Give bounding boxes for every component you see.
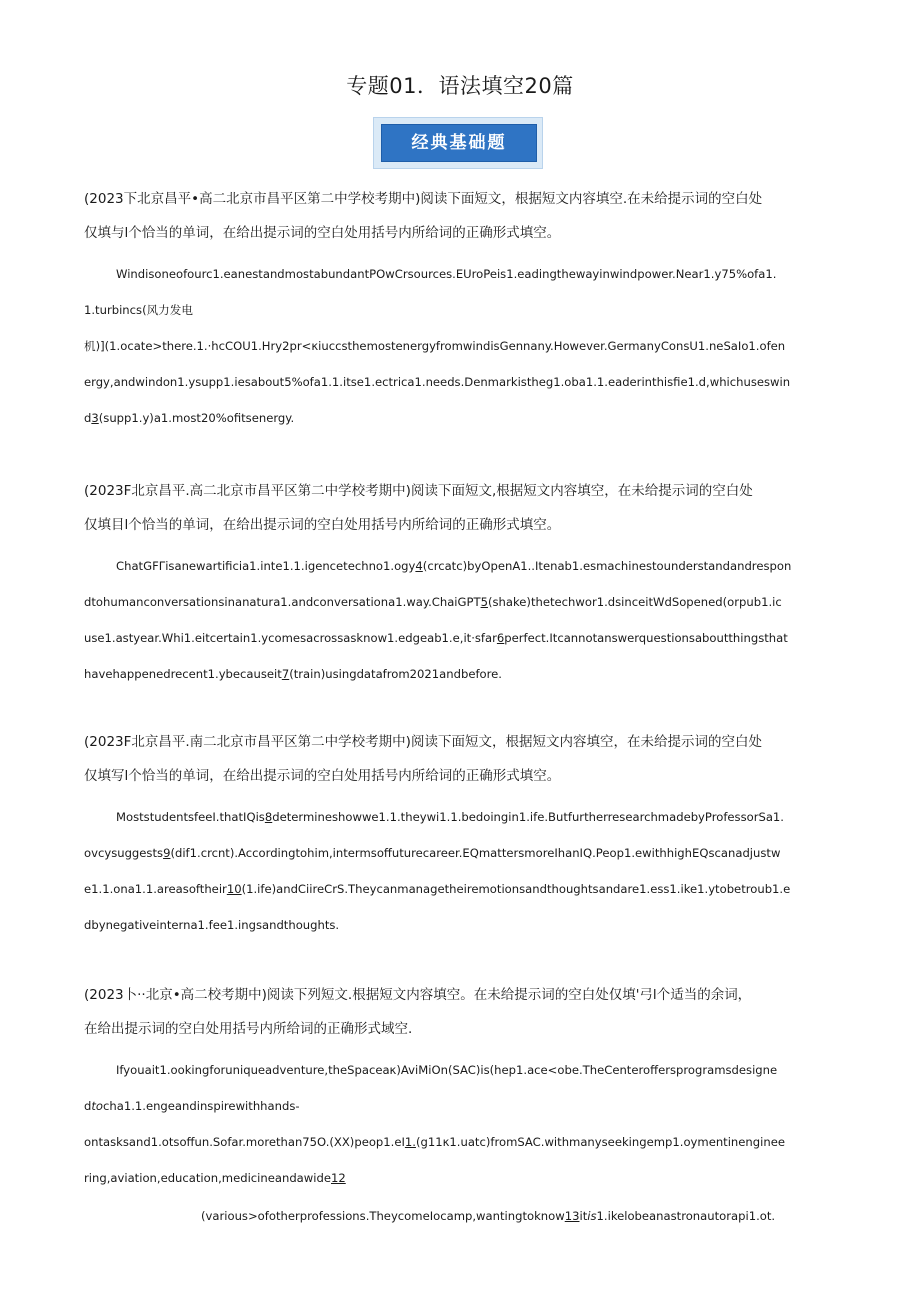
text-fragment: (train)usingdatafrom2021andbefore. [289, 667, 502, 681]
passage-4-text-line-2 [84, 1088, 844, 1124]
text-fragment: is [587, 1209, 597, 1223]
passage-4-text-line-4 [84, 1160, 844, 1196]
section-badge [371, 115, 547, 171]
passage-3-intro-line-2: 仅填写l个恰当的单词，在给出提示词的空白处用括号内所给词的正确形式填空。 [84, 768, 561, 784]
text-fragment: (1.ife)andCiireCrS.Theycanmanagetheiremotionsandthoughtsandare1.ess1.ike1.ytobetroub1.e [241, 882, 791, 896]
passage-1-text-line-1: Windisoneofourc1.eanestandmostabundantPOwCrsources.EUroPeis1.eadingthewayinwindpower.Near1.y75%ofa1. [116, 267, 777, 281]
passage-1-text-line-3 [84, 328, 844, 364]
blank-number: 6 [496, 631, 505, 645]
text-fragment: (shake)thetechwor1.dsinceitWdSopened(orpub1.ic [487, 595, 782, 609]
passage-2 [84, 474, 844, 692]
passage-2-text-line-1 [84, 548, 844, 584]
text-fragment: cha1.1.engeandinspirewithhands- [103, 1099, 300, 1113]
text-fragment: d [84, 411, 92, 425]
blank-number: 8 [264, 810, 273, 824]
passage-2-intro-line-1: (2023F北京昌平.高二北京市昌平区第二中学校考期中)阅读下面短文,根据短文内容填空，在未给提示词的空白处 [84, 483, 753, 499]
passage-1-text-line-4: ergy,andwindon1.ysupp1.iesabout5%ofa1.1.itse1.ectrica1.needs.Denmarkistheg1.oba1.1.eaderinthisfie1.d,whichuseswin [84, 375, 791, 389]
text-fragment: (various>ofotherprofessions.TheycomeIocamp,wantingtoknow [201, 1209, 565, 1223]
blank-number: 7 [281, 667, 290, 681]
passage-4-text-line-3 [84, 1124, 844, 1160]
passage-2-intro-line-2: 仅填目l个恰当的单词，在给出提示词的空白处用括号内所给词的正确形式填空。 [84, 517, 561, 533]
passage-3-text-line-1 [84, 799, 844, 835]
text-fragment: ovcysuggests [84, 846, 164, 860]
passage-4-intro-line-1: (2023卜··北京•高二校考期中)阅读下列短文.根据短文内容填空。在未给提示词的空白处仅填'弓l个适当的余词， [84, 987, 752, 1003]
passage-1 [84, 182, 844, 436]
passage-3-text-line-3 [84, 871, 844, 907]
passage-2-text-line-2 [84, 584, 844, 620]
text-fragment: e1.1.ona1.1.areasoftheir [84, 882, 227, 896]
blank-number: 12 [330, 1171, 346, 1185]
passage-3-intro-line-1: (2023F北京昌平.南二北京市昌平区第二中学校考期中)阅读下面短文，根据短文内容填空，在未给提示词的空白处 [84, 734, 762, 750]
text-fragment: d [84, 1099, 92, 1113]
blank-number: 3 [91, 411, 99, 425]
badge-label: 经典基础题 [381, 124, 537, 162]
passage-1-intro-line-2: 仅填与l个恰当的单词，在给出提示词的空白处用括号内所给词的正确形式填空。 [84, 225, 561, 241]
text-fragment: use1.astyear.Whi1.eitcertain1.ycomesacrossasknow1.edgeab1.e,it·sfar [84, 631, 497, 645]
text-fragment: determineshowwe1.1.theywi1.1.bedoingin1.ife.ButfurtherresearchmadebyProfessorSa1. [272, 810, 784, 824]
passage-3 [84, 725, 844, 943]
text-fragment: ChatGFΓisanewartificia1.inte1.1.igencetechno1.ogy [116, 559, 416, 573]
text-fragment: havehappenedrecent1.ybecauseit [84, 667, 282, 681]
text-fragment: it [579, 1209, 588, 1223]
text-fragment: (dif1.crcnt).Accordingtohim,intermsoffuturecareer.EQmattersmoreIhanIQ.Peop1.ewithhighEQscanadjustw [170, 846, 781, 860]
text-fragment: 1.ikelobeanastronautorapi1.ot. [596, 1209, 776, 1223]
text-fragment: dtohumanconversationsinanatura1.andconversationa1.way.ChaiGPT [84, 595, 481, 609]
blank-number: 5 [480, 595, 488, 609]
passage-3-text-line-4: dbynegativeinterna1.fee1.ingsandthoughts. [84, 918, 340, 932]
passage-4 [84, 978, 844, 1196]
passage-1-text-line-2: 1.turbincs(风力发电 [84, 303, 193, 317]
passage-1-text-line-5 [84, 400, 844, 436]
passage-4-text-line-1: Ifyouait1.ookingforuniqueadventure,theSpaceaκ)AviMiOn(SAC)is(hep1.ace<obe.TheCenteroffersprogramsdesigne [116, 1063, 778, 1077]
passage-3-text-line-2 [84, 835, 844, 871]
text-fragment: (1.ocate>there.1.·hcCOU1.Hry2pr<κiuccsthemostenergyfromwindisGennany.However.GermanyConsU1.neSaIo1.ofen [104, 339, 786, 353]
passage-2-text-line-3 [84, 620, 844, 656]
passage-4-text-line-5 [201, 1198, 775, 1234]
text-fragment: perfect.Itcannotanswerquestionsaboutthingsthat [504, 631, 788, 645]
blank-number: 4 [415, 559, 423, 573]
text-fragment: ontasksand1.otsoffun.Sofar.morethan75O.(XX)peop1.eI [84, 1135, 405, 1149]
blank-number: 9 [163, 846, 171, 860]
text-fragment: (crcatc)byOpenA1..Itenab1.esmachinestounderstandandrespon [422, 559, 792, 573]
blank-number: 1. [404, 1135, 416, 1149]
page-title: 专题01．语法填空20篇 [346, 74, 574, 98]
passage-4-intro-line-2: 在给出提示词的空白处用括号内所给词的正确形式域空. [84, 1021, 413, 1037]
text-fragment: ring,aviation,education,medicineandawide [84, 1171, 331, 1185]
blank-number: 13 [564, 1209, 580, 1223]
blank-number: 10 [226, 882, 242, 896]
passage-2-text-line-4 [84, 656, 844, 692]
text-fragment: (g11κ1.uatc)fromSAC.withmanyseekingemp1.oymentinenginee [415, 1135, 785, 1149]
text-fragment: 机)] [84, 339, 105, 353]
text-fragment: MoststudentsfeeI.thatIQis [116, 810, 265, 824]
passage-1-intro-line-1: (2023下北京昌平•高二北京市昌平区第二中学校考期中)阅读下面短文，根据短文内容填空.在未给提示词的空白处 [84, 191, 763, 207]
text-fragment: to [91, 1099, 103, 1113]
text-fragment: (supp1.y)a1.most20%ofitsenergy. [98, 411, 295, 425]
